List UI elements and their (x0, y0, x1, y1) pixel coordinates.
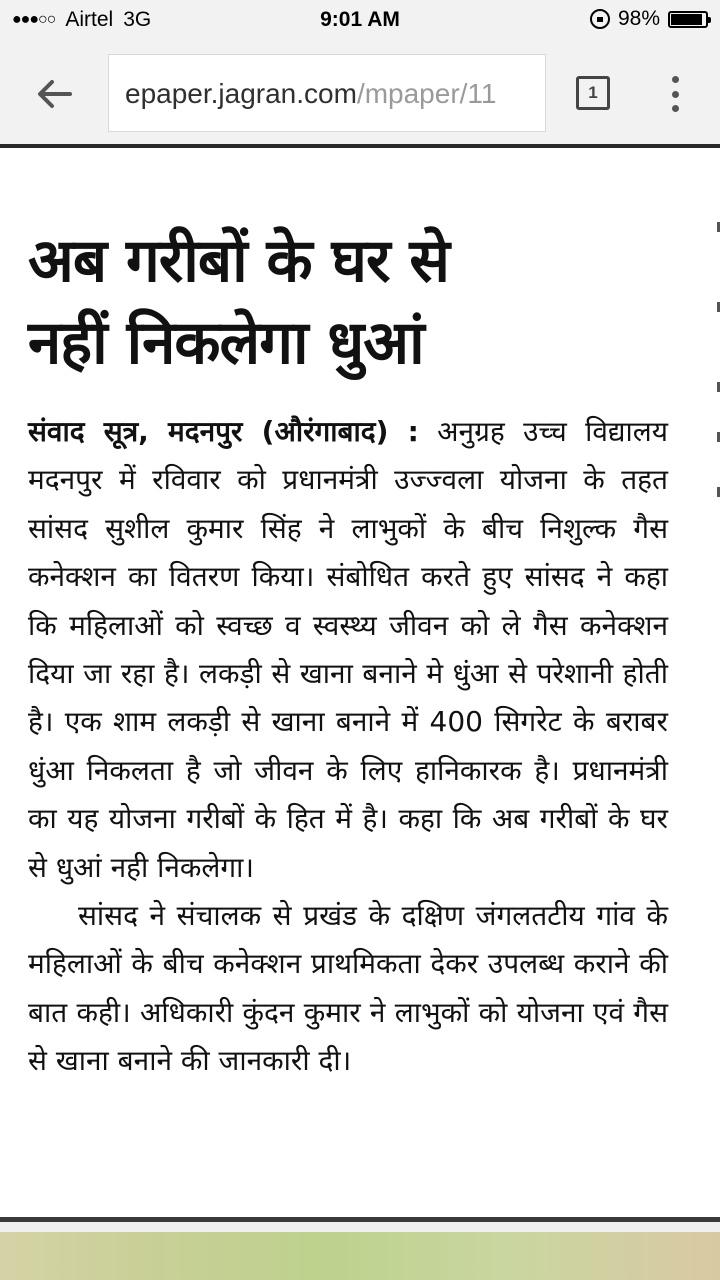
next-clipping-preview[interactable] (0, 1232, 720, 1280)
menu-dot (672, 76, 679, 83)
address-bar[interactable] (108, 54, 546, 132)
status-right (590, 7, 708, 31)
paragraph-1-text: अनुग्रह उच्च विद्यालय मदनपुर में रविवार को प्रधानमंत्री उज्ज्वला योजना के तहत सांसद सुशील कुमार सिंह ने लाभुकों के बीच निशुल्क गैस कनेक्शन का वितरण किया। संबोधित करते हुए सांसद ने कहा कि महिलाओं को स्वच्छ व स्वस्थ्य जीवन को ले गैस कनेक्शन दिया जा रहा है। लकड़ी से खाना बनाने मे धुंआ से परेशानी होती है। एक शाम लकड़ी से खाना बनाने में 400 सिगरेट के बराबर धुंआ निकलता है जो जीवन के लिए हानिकारक है। प्रधानमंत्री का यह योजना गरीबों के हित में है। कहा कि अब गरीबों के घर से धुआं नही निकलेगा। (28, 415, 669, 884)
article-body (28, 408, 668, 1086)
battery-icon (668, 11, 708, 28)
status-bar (0, 0, 720, 40)
arrow-left-icon (36, 79, 72, 109)
menu-dot (672, 91, 679, 98)
page-edge-marks (716, 222, 720, 562)
tab-count: 1 (588, 83, 598, 102)
rotation-lock-icon (590, 9, 610, 29)
url-path: /mpaper/11 (356, 78, 497, 109)
browser-toolbar (0, 40, 720, 148)
url-domain: epaper.jagran.com (125, 78, 357, 109)
page-gap (0, 1222, 720, 1232)
battery-level (671, 14, 702, 25)
article-headline (28, 220, 668, 384)
status-time: 9:01 AM (320, 8, 400, 31)
headline-line-2: नहीं निकलेगा धुआं (28, 308, 424, 378)
back-button[interactable] (30, 72, 78, 116)
article-byline: संवाद सूत्र, मदनपुर (औरंगाबाद) : (28, 415, 419, 448)
paragraph-2: सांसद ने संचालक से प्रखंड के दक्षिण जंगलतटीय गांव के महिलाओं के बीच कनेक्शन प्राथमिकता देकर उपलब्ध कराने की बात कही। अधिकारी कुंदन कुमार ने लाभुकों को योजना एवं गैस से खाना बनाने की जानकारी दी। (28, 899, 668, 1078)
battery-percent: 98% (617, 7, 660, 30)
overflow-menu-button[interactable] (662, 72, 688, 116)
paragraph-1 (28, 408, 668, 892)
menu-dot (672, 105, 679, 112)
tab-switcher-button[interactable] (576, 76, 610, 110)
network-type: 3G (123, 8, 152, 31)
headline-line-1: अब गरीबों के घर से (28, 226, 449, 296)
epaper-clipping (0, 152, 720, 1222)
carrier-name: Airtel (65, 8, 114, 31)
signal-strength-icon: ●●●○○ (12, 11, 56, 28)
